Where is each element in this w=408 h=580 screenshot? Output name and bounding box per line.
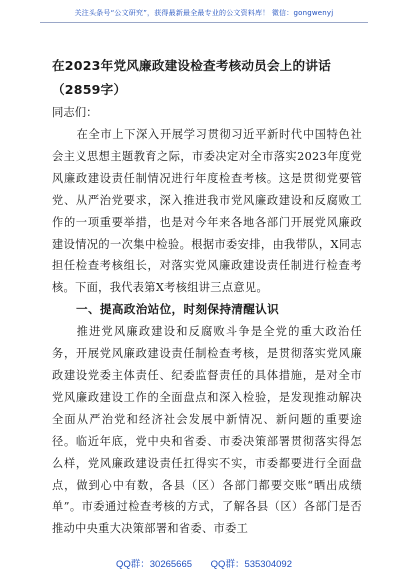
salutation: 同志们： — [52, 105, 98, 119]
section-heading: 一、提高政治站位，时刻保持清醒认识 — [76, 302, 280, 317]
document-body — [52, 124, 362, 540]
header-promo-note: 关注头条号“公文研究”，获得最新最全最专业的公文资料库！ 微信：gongwenyj — [74, 9, 334, 17]
document-title: 在2023年党风廉政建设检查考核动员会上的讲话（2859字） — [52, 58, 331, 97]
footer-contact — [0, 556, 408, 570]
footer-qq-group-2: QQ群：535304092 — [210, 559, 293, 570]
header-divider — [40, 22, 368, 23]
body-paragraph: 在全市上下深入开展学习贯彻习近平新时代中国特色社会主义思想主题教育之际，市委决定对全市落实2023年度党风廉政建设责任制情况进行年度检查考核。这是贯彻党要管党、从严治党要求，深入推进我市党风廉政建设和反腐败工作的一项重要举措，也是对今年来各地各部门开展党风廉政建设情况的一次集中检验。根据市委安排，由我带队，X同志担任检查考核组长，对落实党风廉政建设责任制进行检查考核。下面，我代表第X考核组讲三点意见。 — [52, 128, 362, 295]
body-paragraph: 推进党风廉政建设和反腐败斗争是全党的重大政治任务，开展党风廉政建设责任制检查考核，是贯彻落实党风廉政建设党委主体责任、纪委监督责任的具体措施，是对全市党风廉政建设工作的全面盘点和深入检验，是发现推动解决全面从严治党和经济社会发展中新情况、新问题的重要途径。临近年底，党中央和省委、市委决策部署贯彻落实得怎么样，党风廉政建设责任扛得实不实，市委都要进行全面盘点，做到心中有数，各县（区）各部门都要交账“晒出成绩单”。市委通过检查考核的方式，了解各县（区）各部门是否推动中央重大决策部署和省委、市委工 — [52, 325, 362, 536]
footer-qq-group-1: QQ群：30265665 — [115, 559, 193, 570]
